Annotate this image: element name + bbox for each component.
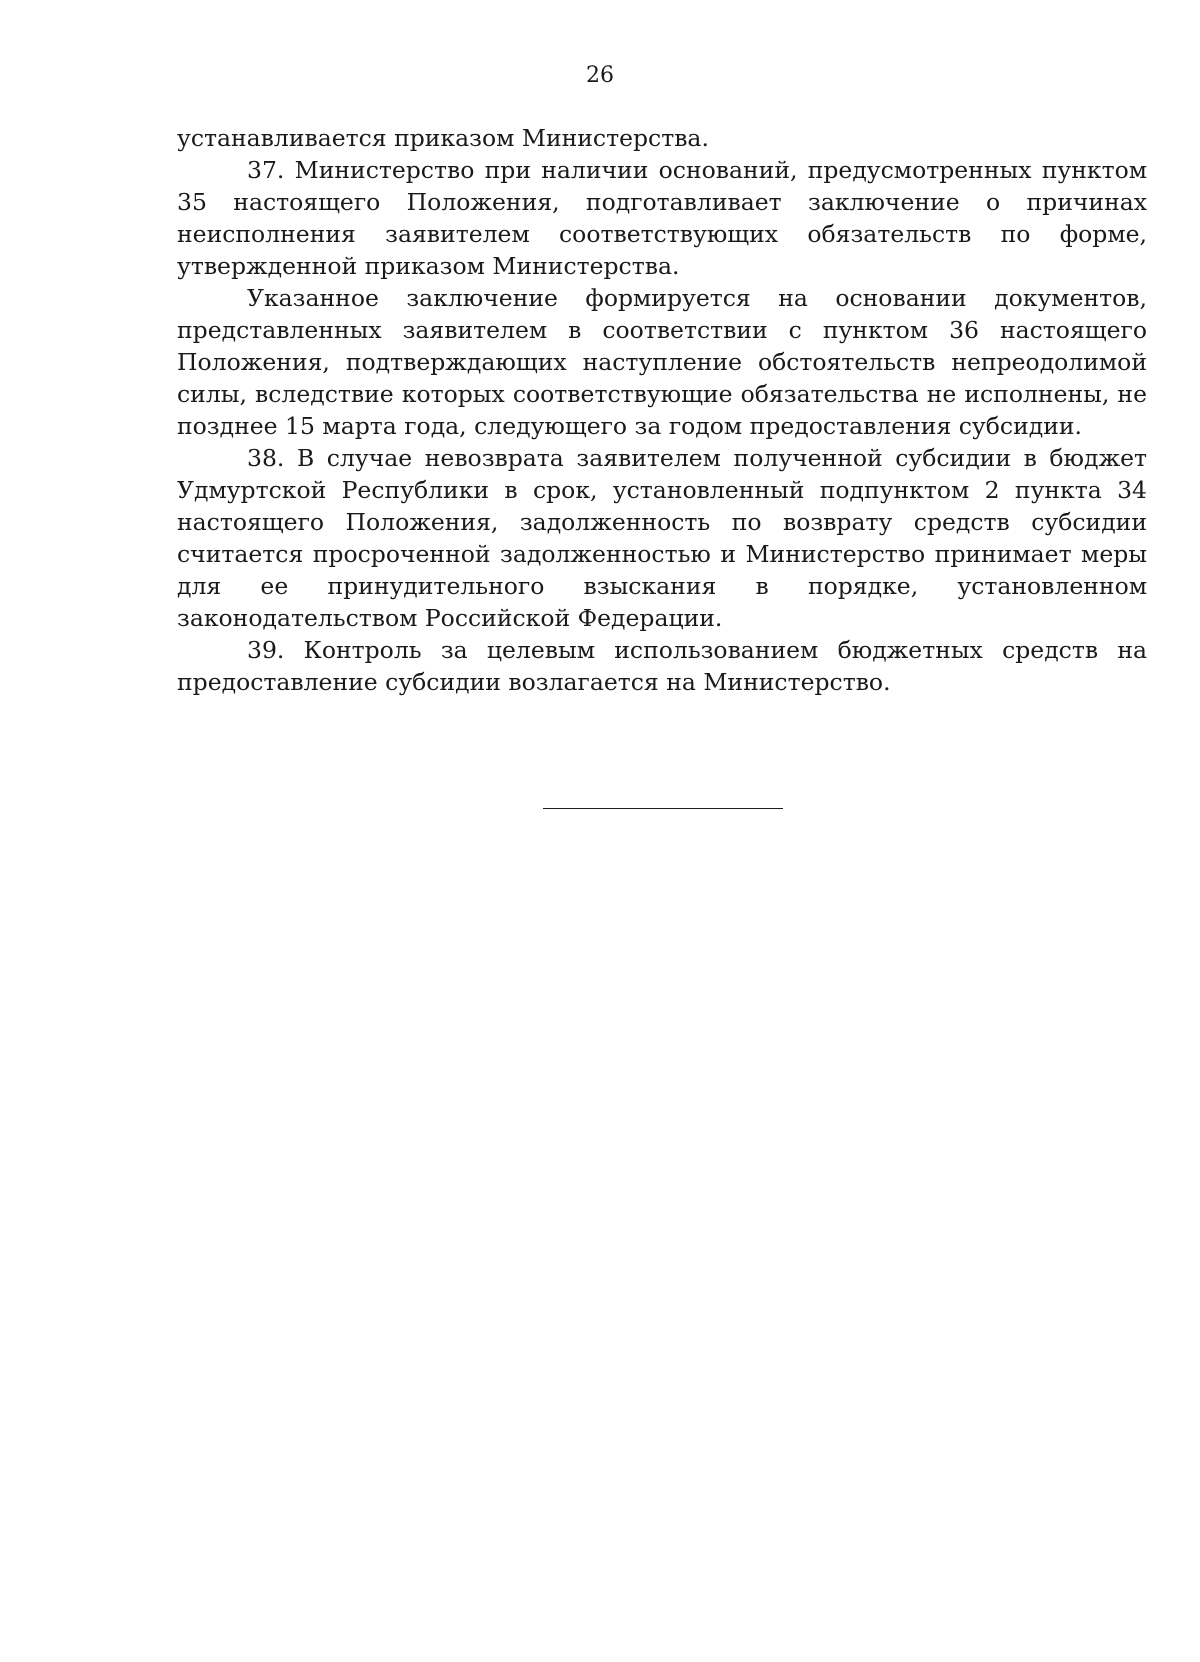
paragraph-39: 39. Контроль за целевым использованием бюджетных средств на предоставление субсидии возлагается на Министерство. bbox=[177, 636, 1147, 696]
end-divider-line bbox=[543, 808, 783, 809]
page-number: 26 bbox=[586, 63, 614, 88]
paragraph-37-conclusion: Указанное заключение формируется на основании документов, представленных заявителем в соответствии с пунктом 36 настоящего Положения, подтверждающих наступление обстоятельств непреодолимой силы, вследствие которых соответствующие обязательства не исполнены, не позднее 15 марта года, следующего за годом предоставления субсидии. bbox=[177, 284, 1147, 440]
paragraph-38: 38. В случае невозврата заявителем полученной субсидии в бюджет Удмуртской Республики в срок, установленный подпунктом 2 пункта 34 настоящего Положения, задолженность по возврату средств субсидии считается просроченной задолженностью и Министерство принимает меры для ее принудительного взыскания в порядке, установленном законодательством Российской Федерации. bbox=[177, 444, 1147, 632]
paragraph-continuation: устанавливается приказом Министерства. bbox=[177, 124, 709, 152]
document-body bbox=[177, 122, 1147, 698]
paragraph-37: 37. Министерство при наличии оснований, предусмотренных пунктом 35 настоящего Положения, подготавливает заключение о причинах неисполнения заявителем соответствующих обязательств по форме, утвержденной приказом Министерства. bbox=[177, 156, 1147, 280]
